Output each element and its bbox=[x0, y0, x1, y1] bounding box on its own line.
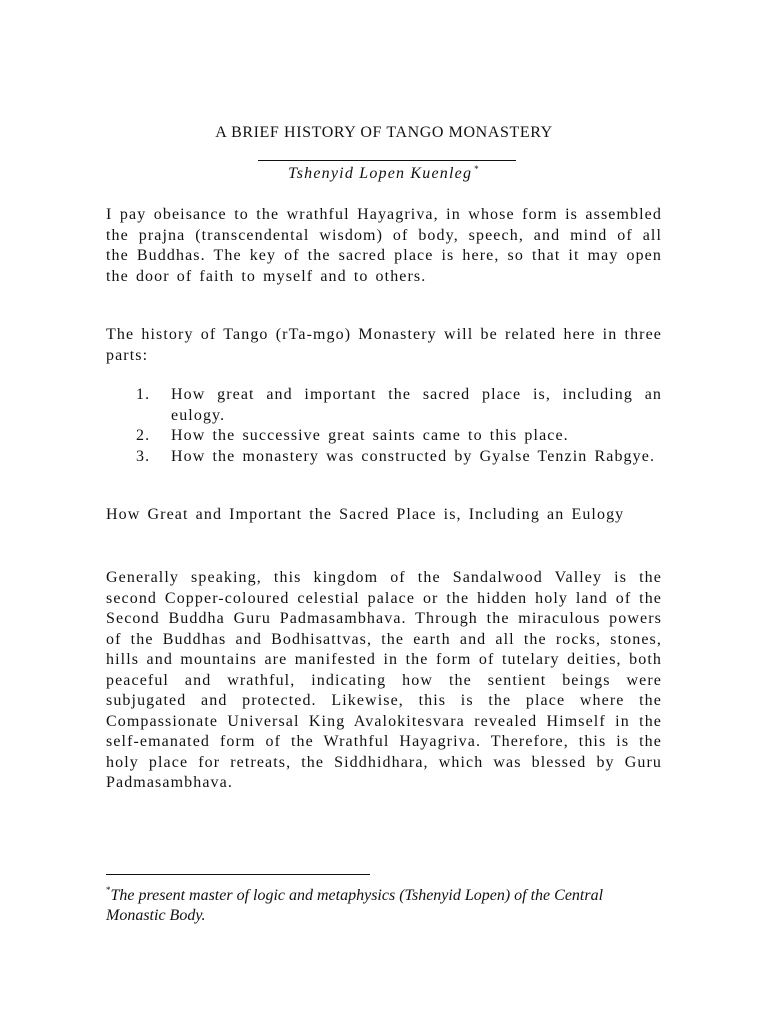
title-divider bbox=[258, 160, 516, 161]
list-item-number: 2. bbox=[136, 427, 151, 444]
list-item-number: 1. bbox=[136, 386, 151, 403]
intro-paragraph: The history of Tango (rTa-mgo) Monastery will be related here in three parts: bbox=[106, 326, 662, 364]
list-item-text: How the monastery was constructed by Gyalse Tenzin Rabgye. bbox=[171, 447, 656, 465]
footnote-text: The present master of logic and metaphysics (Tshenyid Lopen) of the Central Monastic Body. bbox=[106, 887, 604, 924]
section-heading: How Great and Important the Sacred Place is, Including an Eulogy bbox=[106, 506, 625, 523]
page-title: A BRIEF HISTORY OF TANGO MONASTERY bbox=[215, 124, 553, 141]
parts-list bbox=[106, 385, 662, 467]
footnote-divider bbox=[106, 874, 370, 875]
list-item bbox=[106, 447, 662, 468]
author-name: Tshenyid Lopen Kuenleg bbox=[288, 165, 473, 182]
list-item-number: 3. bbox=[136, 447, 151, 465]
list-item bbox=[106, 385, 662, 426]
body-paragraph: Generally speaking, this kingdom of the Sandalwood Valley is the second Copper-coloured celestial palace or the hidden holy land of the Second Buddha Guru Padmasambhava. Through the miraculous powers of the Buddhas and Bodhisattvas, the earth and all the rocks, stones, hills and mountains are manifested in the form of tutelary deities, both peaceful and wrathful, indicating how the sentient beings were subjugated and protected. Likewise, this is the place where the Compassionate Universal King Avalokitesvara revealed Himself in the self-emanated form of the Wrathful Hayagriva. Therefore, this is the holy place for retreats, the Siddhidhara, which was blessed by Guru Padmasambhava. bbox=[106, 569, 662, 791]
list-item-text: How the successive great saints came to this place. bbox=[171, 427, 569, 444]
footnote-mark: * bbox=[106, 885, 111, 895]
invocation-paragraph: I pay obeisance to the wrathful Hayagriva, in whose form is assembled the prajna (transcendental wisdom) of body, speech, and mind of all the Buddhas. The key of the sacred place is here, so that it may open the door of faith to myself and to others. bbox=[106, 206, 662, 285]
author-line bbox=[0, 164, 768, 183]
author-footnote-mark: * bbox=[474, 164, 480, 174]
list-item-text: How great and important the sacred place is, including an eulogy. bbox=[171, 386, 662, 424]
footnote bbox=[106, 880, 666, 926]
list-item bbox=[106, 426, 662, 447]
